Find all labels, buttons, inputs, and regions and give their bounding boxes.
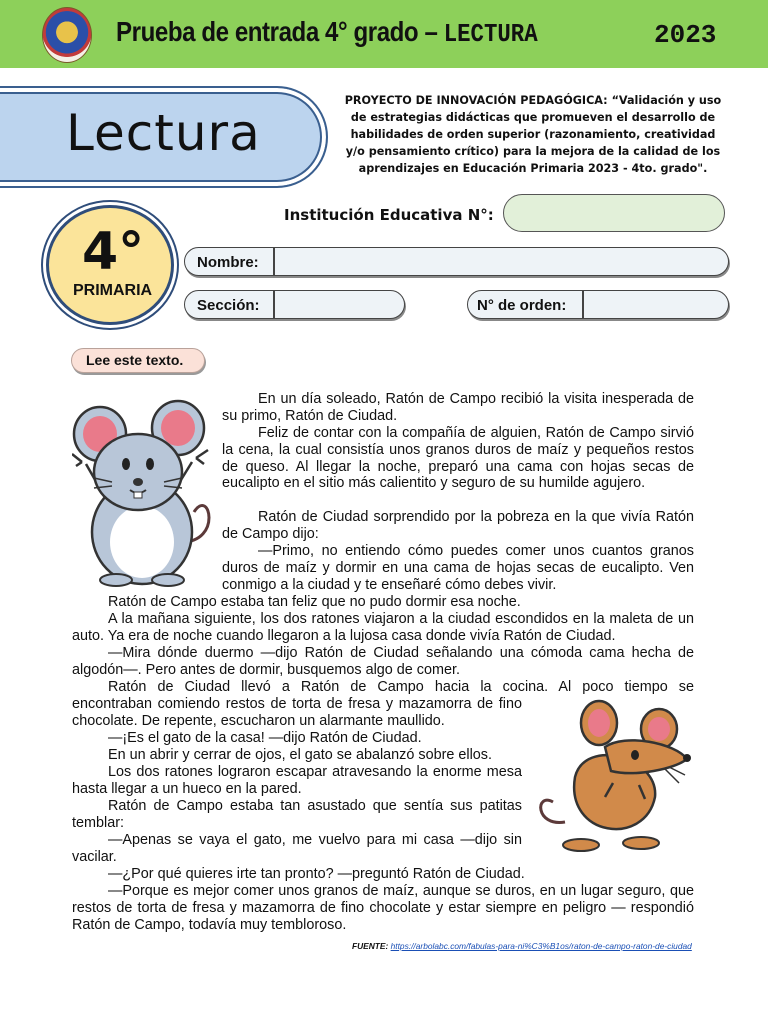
- header-subject: LECTURA: [443, 19, 538, 49]
- story-paragraph-9: —¡Es el gato de la casa! —dijo Ratón de Ciudad.: [108, 730, 422, 746]
- header-year: 2023: [654, 20, 717, 50]
- institution-label: Institución Educativa N°:: [284, 206, 494, 224]
- school-logo: [42, 7, 92, 63]
- story-paragraph-1: En un día soleado, Ratón de Campo recibió la visita inesperada de su primo, Ratón de Ciudad.: [222, 391, 694, 424]
- source-link[interactable]: https://arbolabc.com/fabulas-para-ni%C3%B1os/raton-de-campo-raton-de-ciudad: [390, 941, 692, 951]
- section-field-divider: [273, 291, 275, 318]
- source-citation: [352, 941, 692, 951]
- story-paragraph-6: A la mañana siguiente, los dos ratones viajaron a la ciudad escondidos en la maleta de un auto. Ya era de noche cuando llegaron a la lujosa casa donde vivía Ratón de Ciudad.: [72, 611, 694, 644]
- story-paragraph-14: —¿Por qué quieres irte tan pronto? —preguntó Ratón de Ciudad.: [108, 866, 525, 882]
- story-paragraph-7: —Mira dónde duermo —dijo Ratón de Ciudad señalando una cómoda cama hecha de algodón—. Pero antes de dormir, busquemos algo de comer.: [72, 645, 694, 678]
- order-field-divider: [582, 291, 584, 318]
- story-paragraph-12: Ratón de Campo estaba tan asustado que sentía sus patitas temblar:: [72, 798, 522, 831]
- story-paragraph-8a: Ratón de Ciudad llevó a Ratón de Campo hacia la cocina. Al poco tiempo se: [108, 679, 694, 695]
- lectura-title: Lectura: [66, 104, 261, 162]
- story-paragraph-2: Feliz de contar con la compañía de alguien, Ratón de Campo sirvió la cena, la cual consistía unos granos duros de maíz y pequeños restos de queso. Al llegar la noche, preparó una cama con hojas secas de eucalipto en el sitio más calientito y seguro de su humilde agujero.: [222, 425, 694, 492]
- story-paragraph-3: Ratón de Ciudad sorprendido por la pobreza en la que vivía Ratón de Campo dijo:: [222, 509, 694, 542]
- source-label: FUENTE:: [352, 941, 389, 951]
- header-title: [116, 16, 538, 49]
- story-paragraph-10: En un abrir y cerrar de ojos, el gato se abalanzó sobre ellos.: [108, 747, 492, 763]
- section-label: Sección:: [197, 297, 260, 314]
- name-label: Nombre:: [197, 254, 259, 271]
- header-title-text: Prueba de entrada 4° grado –: [116, 16, 438, 47]
- order-label: N° de orden:: [477, 297, 567, 314]
- story-paragraph-11: Los dos ratones lograron escapar atravesando la enorme mesa hasta llegar a un hueco en la pared.: [72, 764, 522, 797]
- story-paragraph-4: —Primo, no entiendo cómo puedes comer unos cuantos granos duros de maíz y dormir en una cama de hojas secas de eucalipto. Ven conmigo a la ciudad y te enseñaré cómo debes vivir.: [222, 543, 694, 593]
- project-description: [340, 92, 726, 177]
- project-label: PROYECTO DE INNOVACIÓN PEDAGÓGICA:: [344, 94, 608, 107]
- name-field[interactable]: [184, 247, 729, 276]
- instruction-text: Lee este texto.: [86, 352, 184, 368]
- story-paragraph-15: —Porque es mejor comer unos granos de maíz, aunque se duros, en un lugar seguro, que restos de torta de fresa y mazamorra de fino chocolate y estar siempre en peligro — respondió Ratón de Campo, todavía muy tembloroso.: [72, 883, 694, 933]
- grade-number: 4°: [82, 222, 145, 282]
- grade-level: PRIMARIA: [73, 282, 153, 299]
- country-mouse-illustration: [535, 697, 693, 855]
- story-paragraph-8b: encontraban comiendo restos de torta de fresa y mazamorra de fino chocolate. De repente, escucharon un alarmante maullido.: [72, 696, 522, 729]
- story-paragraph-13: —Apenas se vaya el gato, me vuelvo para mi casa —dijo sin vacilar.: [72, 832, 522, 865]
- name-field-divider: [273, 248, 275, 275]
- city-mouse-illustration: [72, 392, 220, 587]
- story-paragraph-5: Ratón de Campo estaba tan feliz que no pudo dormir esa noche.: [108, 594, 521, 610]
- institution-field[interactable]: [503, 194, 725, 232]
- project-text: “Validación y uso de estrategias didácticas que promueven el desarrollo de habilidades de orden superior (razonamiento, creatividad y/o pensamiento crítico) para la mejora de la calidad de los aprendizajes en Educación Primaria 2023 - 4to. grado".: [345, 94, 722, 175]
